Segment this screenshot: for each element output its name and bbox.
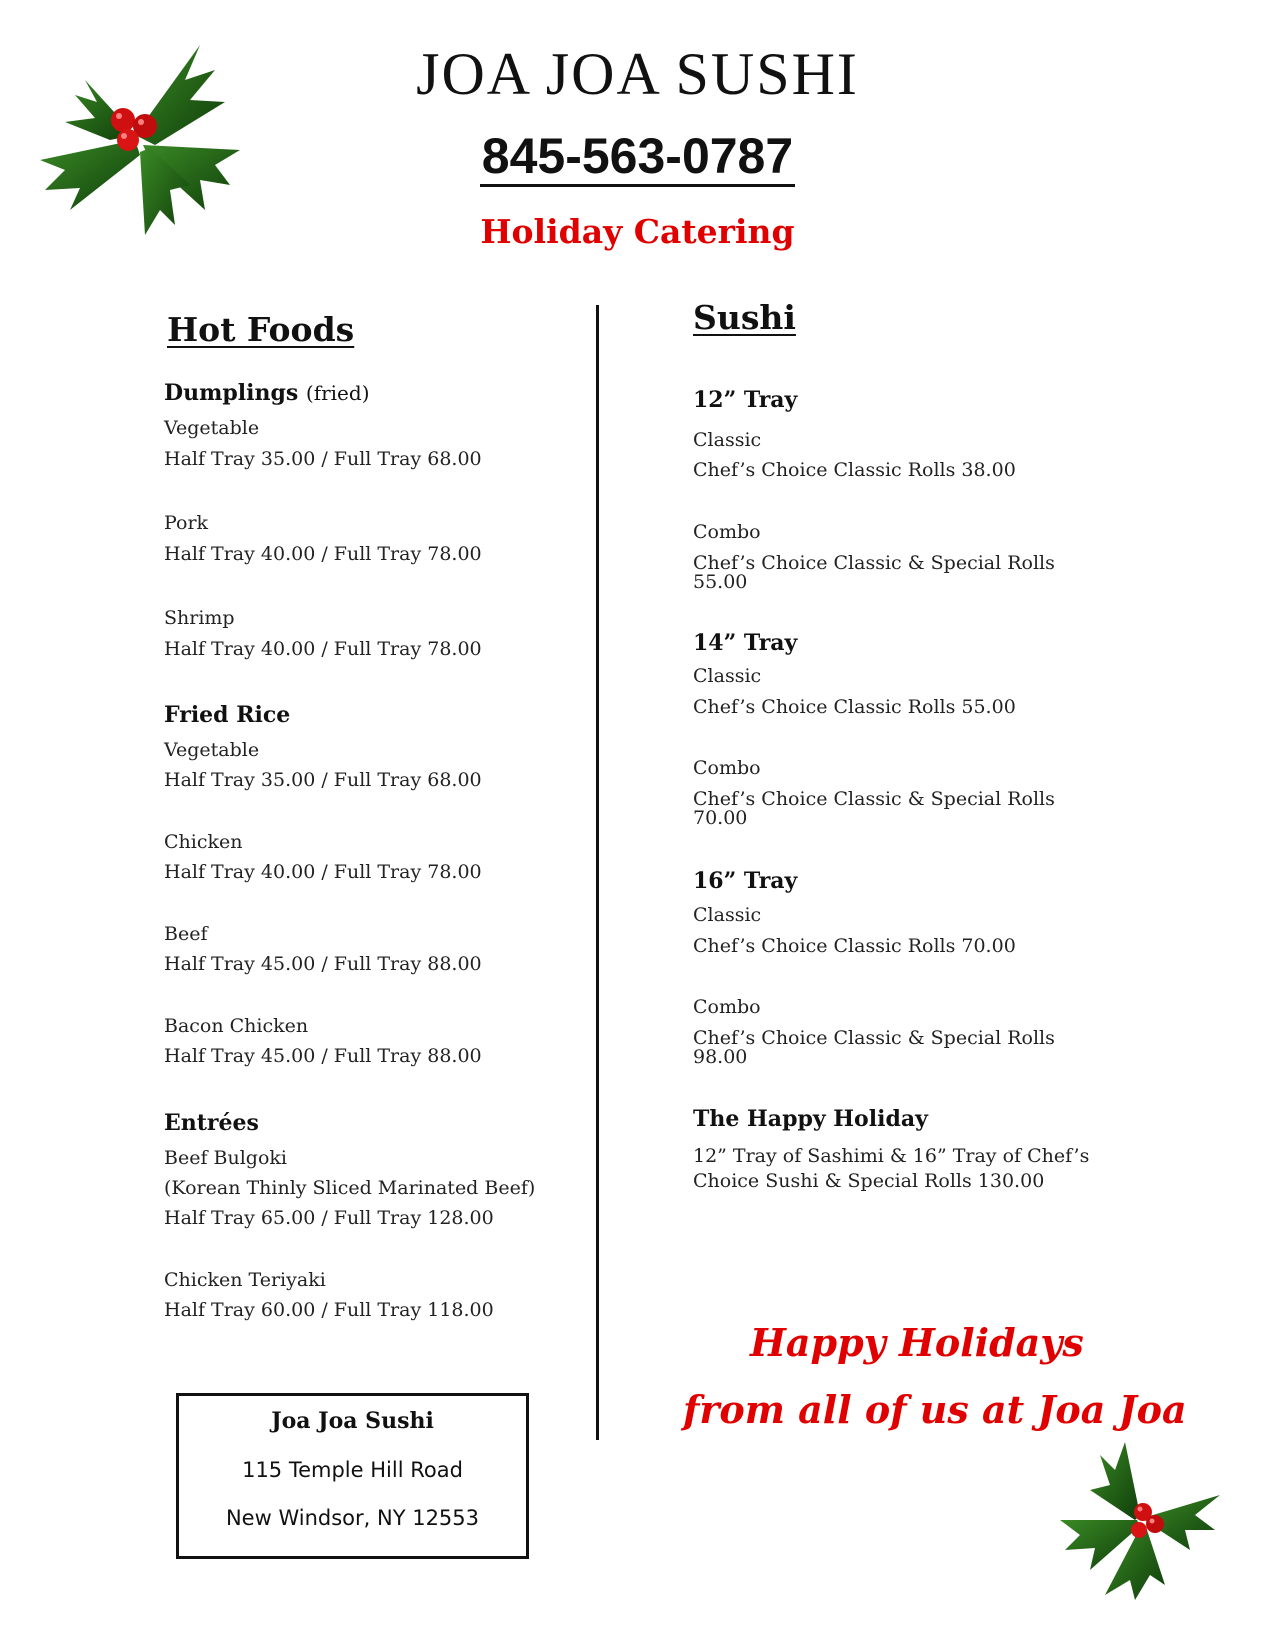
menu-item-price: Half Tray 35.00 / Full Tray 68.00 (164, 769, 482, 791)
address-street: 115 Temple Hill Road (242, 1458, 463, 1482)
menu-item-price: Half Tray 40.00 / Full Tray 78.00 (164, 638, 482, 660)
address-name: Joa Joa Sushi (271, 1408, 434, 1434)
sushi-heading: Sushi (693, 298, 796, 337)
tray-combo-label: Combo (693, 521, 761, 543)
tray-combo-price: 98.00 (693, 1046, 748, 1068)
menu-item-name: Vegetable (164, 417, 260, 439)
menu-item-name: Beef Bulgoki (164, 1147, 287, 1169)
fried-rice-heading: Fried Rice (164, 702, 291, 728)
menu-item-price: Half Tray 65.00 / Full Tray 128.00 (164, 1207, 494, 1229)
column-divider (596, 305, 599, 1440)
tray-heading: 16” Tray (693, 868, 798, 894)
menu-item-name: Shrimp (164, 607, 235, 629)
menu-item-price: Half Tray 45.00 / Full Tray 88.00 (164, 953, 482, 975)
dumplings-title: Dumplings (164, 380, 299, 406)
menu-item-price: Half Tray 45.00 / Full Tray 88.00 (164, 1045, 482, 1067)
tray-classic-label: Classic (693, 429, 762, 451)
phone-number (0, 128, 1275, 184)
happy-holiday-desc-line1: 12” Tray of Sashimi & 16” Tray of Chef’s (693, 1145, 1090, 1167)
menu-item-price: Half Tray 60.00 / Full Tray 118.00 (164, 1299, 494, 1321)
tray-classic-desc: Chef’s Choice Classic Rolls 70.00 (693, 935, 1016, 957)
happy-holiday-heading: The Happy Holiday (693, 1106, 928, 1132)
menu-item-name: Bacon Chicken (164, 1015, 309, 1037)
address-box (176, 1393, 529, 1559)
restaurant-title: JOA JOA SUSHI (416, 41, 859, 107)
tray-combo-label: Combo (693, 757, 761, 779)
page-subtitle: Holiday Catering (480, 212, 795, 251)
menu-item-name: Chicken (164, 831, 243, 853)
tray-classic-desc: Chef’s Choice Classic Rolls 38.00 (693, 459, 1016, 481)
greeting-line1: Happy Holidays (750, 1320, 1084, 1365)
dumplings-note: (fried) (305, 381, 370, 405)
tray-combo-desc: Chef’s Choice Classic & Special Rolls (693, 552, 1055, 574)
tray-heading: 12” Tray (693, 387, 798, 413)
tray-combo-price: 70.00 (693, 807, 748, 829)
greeting-line2: from all of us at Joa Joa (683, 1387, 1187, 1432)
dumplings-heading (164, 380, 370, 406)
menu-item-price: Half Tray 40.00 / Full Tray 78.00 (164, 861, 482, 883)
menu-item-desc: (Korean Thinly Sliced Marinated Beef) (164, 1177, 536, 1199)
tray-heading: 14” Tray (693, 630, 798, 656)
menu-item-name: Chicken Teriyaki (164, 1269, 326, 1291)
happy-holiday-desc-line2: Choice Sushi & Special Rolls 130.00 (693, 1170, 1045, 1192)
phone-text: 845-563-0787 (480, 128, 795, 187)
menu-item-name: Pork (164, 512, 209, 534)
tray-classic-desc: Chef’s Choice Classic Rolls 55.00 (693, 696, 1016, 718)
tray-combo-desc: Chef’s Choice Classic & Special Rolls (693, 788, 1055, 810)
tray-classic-label: Classic (693, 904, 762, 926)
holly-icon (1055, 1440, 1230, 1600)
tray-combo-price: 55.00 (693, 571, 748, 593)
tray-classic-label: Classic (693, 665, 762, 687)
menu-item-name: Beef (164, 923, 208, 945)
menu-item-price: Half Tray 35.00 / Full Tray 68.00 (164, 448, 482, 470)
menu-item-name: Vegetable (164, 739, 260, 761)
tray-combo-label: Combo (693, 996, 761, 1018)
tray-combo-desc: Chef’s Choice Classic & Special Rolls (693, 1027, 1055, 1049)
address-city: New Windsor, NY 12553 (225, 1506, 480, 1530)
hot-foods-heading: Hot Foods (167, 310, 355, 349)
menu-item-price: Half Tray 40.00 / Full Tray 78.00 (164, 543, 482, 565)
entrees-heading: Entrées (164, 1110, 259, 1136)
